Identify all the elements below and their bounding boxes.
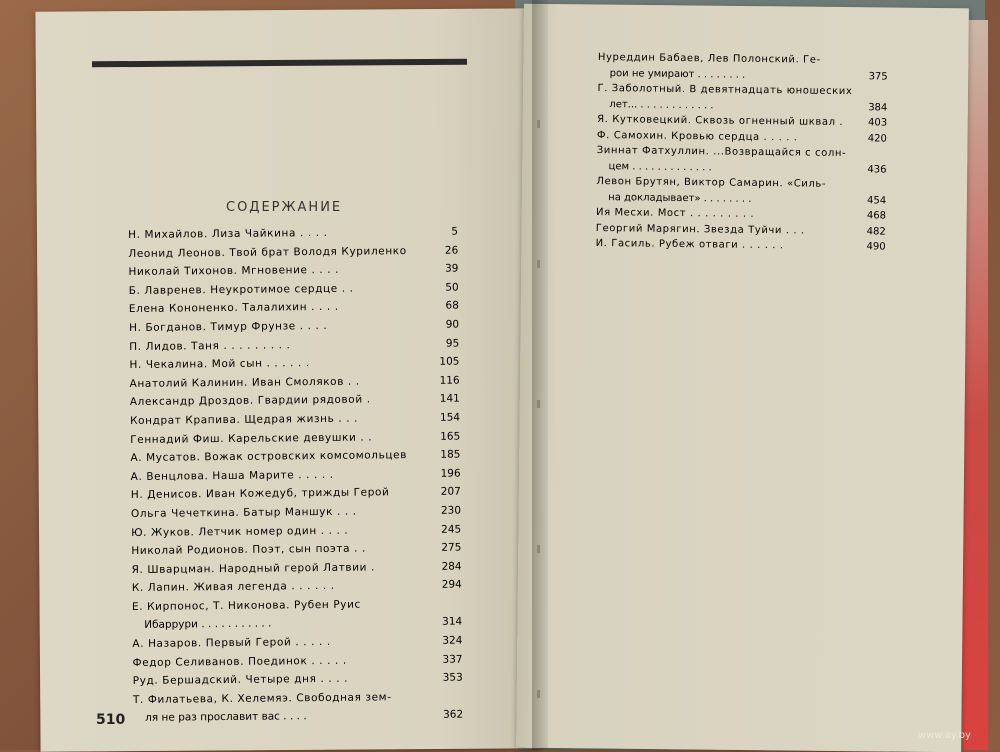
toc-entry-title-continued: цем . . . . . . . . . . . . . [608,160,712,173]
toc-entry-title: Т. Филатьева, К. Хелемяэ. Свободная зем- [132,691,392,706]
toc-entry-title: А. Назаров. Первый Герой . . . . . [132,635,331,651]
toc-entry-title: Б. Лавренев. Неукротимое сердце . . [128,282,354,297]
toc-entry-page: 375 [868,70,888,83]
toc-entry-page: 384 [868,101,888,114]
toc-entry-title: Александр Дроздов. Гвардии рядовой . [129,393,371,409]
toc-entry-title: Николай Тихонов. Мгновение . . . . [128,263,340,279]
toc-entry-title: Я. Шварцман. Народный герой Латвии . [131,561,375,576]
toc-entry-page: 26 [444,244,459,257]
toc-left-column [128,223,463,728]
toc-entry-title: Георгий Марягин. Звезда Туйчи . . . [595,222,805,237]
toc-entry [598,50,888,85]
toc-entry-page: 95 [445,337,460,350]
binding-stitch [537,400,540,408]
toc-entry [133,687,463,728]
toc-entry-page: 230 [440,504,462,517]
book-gutter [532,0,548,750]
toc-entry-title: П. Лидов. Таня . . . . . . . . . [129,338,291,353]
toc-entry-title: Федор Селиванов. Поединок . . . . . [132,654,347,669]
toc-entry-page: 196 [440,467,461,480]
toc-entry-title: Г. Заболотный. В девятнадцать юношеских [597,82,853,98]
toc-entry-page: 185 [440,448,461,461]
toc-entry-title: Н. Денисов. Иван Кожедуб, трижды Герой [130,486,390,502]
toc-entry-page: 90 [445,318,460,331]
page-number: 510 [96,712,126,728]
toc-entry-page: 50 [445,281,459,294]
toc-entry-page: 5 [451,225,459,238]
toc-entry-page: 116 [439,374,460,387]
toc-entry-title: Ю. Жуков. Летчик номер один . . . . [131,524,349,539]
binding-stitch [537,690,540,698]
toc-entry-title-continued: Ибаррури . . . . . . . . . . . [144,617,272,632]
toc-entry-page: 154 [439,411,461,424]
toc-entry-title: Ф. Самохин. Кровью сердца . . . . . [596,129,798,143]
toc-entry-title: И. Гасиль. Рубеж отваги . . . . . . [595,237,784,252]
toc-entry [132,594,462,635]
toc-entry-title: Николай Родионов. Поэт, сын поэта . . [131,542,366,558]
toc-entry-page: 362 [443,708,464,722]
toc-entry-title: Елена Кононенко. Талалихин . . . . [128,301,339,316]
toc-entry-title-continued: ля не раз прославит вас . . . . [145,710,307,725]
toc-entry-page: 403 [867,117,888,129]
toc-entry-title: А. Венцлова. Наша Марите . . . . . [130,468,334,483]
toc-entry-title: Левон Брутян, Виктор Самарин. «Силь- [596,175,827,190]
toc-entry-page: 68 [445,299,459,313]
toc-heading: СОДЕРЖАНИЕ [226,200,343,215]
toc-entry-title-continued: на докладывает» . . . . . . . . [608,191,752,205]
toc-entry-title: Кондрат Крапива. Щедрая жизнь . . . [129,412,359,427]
toc-entry-page: 165 [440,430,461,443]
toc-entry-title: Леонид Леонов. Твой брат Володя Куриленко [128,244,407,260]
toc-entry-page: 284 [441,560,462,573]
toc-entry-title: К. Лапин. Живая легенда . . . . . . [131,580,335,595]
toc-entry-page: 141 [439,392,460,406]
toc-entry [596,143,886,178]
toc-entry-page: 314 [442,615,463,629]
toc-entry-title: Н. Чекалина. Мой сын . . . . . . [129,357,310,372]
toc-entry [596,174,886,209]
binding-stitch [537,545,540,553]
toc-right-column [596,50,888,255]
toc-entry-title: Н. Богданов. Тимур Фрунзе . . . . [129,319,328,334]
toc-entry-page: 324 [442,634,463,647]
toc-entry-page: 436 [867,163,887,176]
toc-entry [597,81,887,116]
toc-entry-page: 420 [867,132,888,145]
binding-stitch [537,260,540,268]
toc-entry-title: Руд. Бершадский. Четыре дня . . . . [132,672,349,688]
toc-entry-title-continued: лет... . . . . . . . . . . . . [609,98,714,111]
toc-entry-page: 337 [442,653,463,666]
toc-entry-page: 454 [867,194,887,207]
toc-entry-title: Анатолий Калинин. Иван Смоляков . . [129,375,360,390]
toc-entry-page: 490 [866,241,886,253]
toc-entry-page: 275 [441,541,462,554]
toc-entry-title: Е. Кирпонос, Т. Никонова. Рубен Руис [131,598,361,613]
toc-entry-title: Н. Михайлов. Лиза Чайкина . . . . [128,226,328,241]
toc-entry-page: 245 [441,523,462,536]
toc-entry-title: А. Мусатов. Вожак островских комсомольцев [130,449,408,465]
toc-entry-page: 207 [440,485,461,499]
toc-entry-title: Зиннат Фатхуллин. ...Возвращайся с солн- [596,144,847,160]
toc-entry-title: Нуреддин Бабаев, Лев Полонский. Ге- [597,51,821,66]
toc-entry-page: 39 [445,262,459,275]
toc-entry-title: Ия Месхи. Мост . . . . . . . . . [595,206,755,220]
toc-entry-title: Я. Кутковецкий. Сквозь огненный шквал . [597,113,844,129]
toc-entry-page: 353 [442,671,463,684]
binding-stitch [537,120,540,128]
toc-entry-page: 482 [866,225,886,238]
toc-entry-page: 105 [439,355,460,368]
watermark: www.ay.by [918,730,971,741]
toc-entry-page: 294 [441,578,462,592]
toc-entry-title: Геннадий Фиш. Карельские девушки . . [130,430,373,446]
toc-entry-title-continued: рои не умирают . . . . . . . . [609,67,746,81]
toc-entry-page: 468 [866,210,887,222]
toc-entry-title: Ольга Чечеткина. Батыр Маншук . . . [130,505,357,520]
